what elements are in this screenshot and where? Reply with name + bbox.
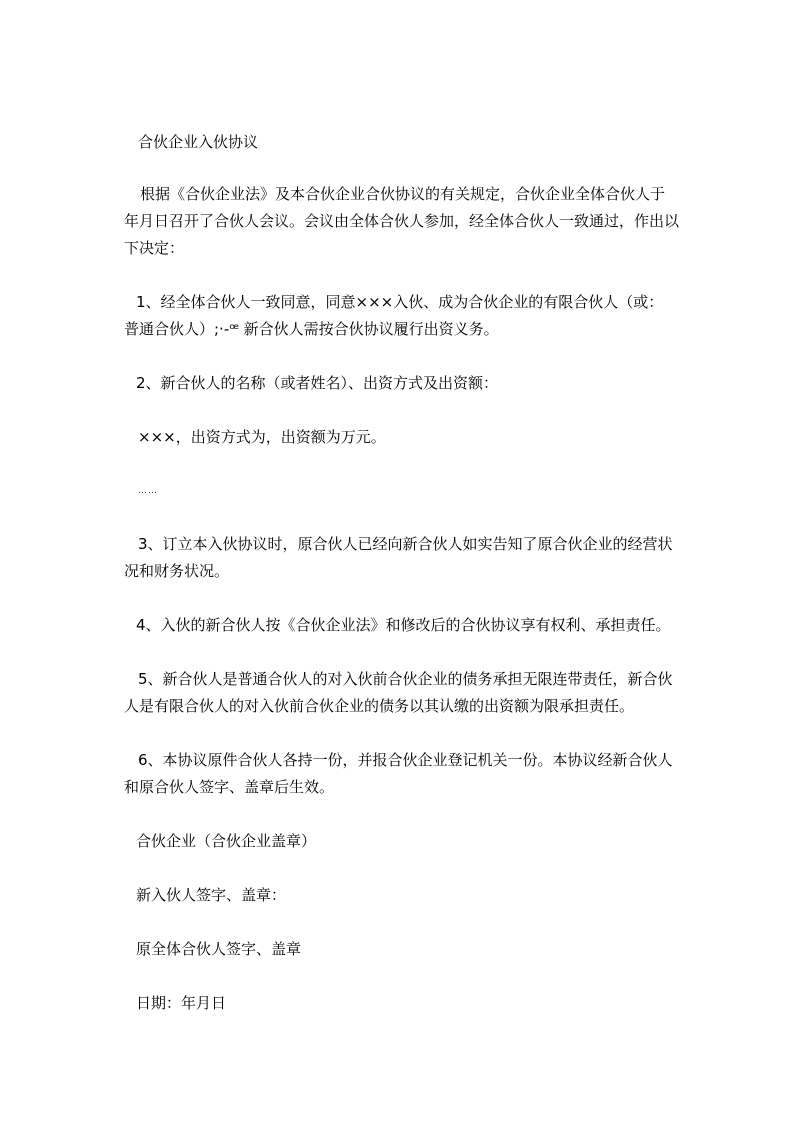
sign-new-partner: 新入伙人签字、盖章： xyxy=(136,886,287,904)
sign-enterprise: 合伙企业（合伙企业盖章） xyxy=(136,832,317,850)
document-title: 合伙企业入伙协议 xyxy=(138,133,259,151)
item-4: 4、入伙的新合伙人按《合伙企业法》和修改后的合伙协议享有权利、承担责任。 xyxy=(136,616,671,634)
intro-line-1: 根据《合伙企业法》及本合伙企业合伙协议的有关规定，合伙企业全体合伙人于 xyxy=(140,185,666,203)
sign-all-partners: 原全体合伙人签字、盖章 xyxy=(136,940,302,958)
item-6-line-2: 和原合伙人签字、盖章后生效。 xyxy=(124,778,335,796)
intro-line-3: 下决定： xyxy=(124,239,185,257)
item-3-line-1: 3、订立本入伙协议时，原合伙人已经向新合伙人如实告知了原合伙企业的经营状 xyxy=(138,535,673,553)
item-1-line-1: 1、经全体合伙人一致同意，同意×××入伙、成为合伙企业的有限合伙人（或： xyxy=(136,293,664,311)
item-2-detail: ×××，出资方式为，出资额为万元。 xyxy=(138,428,386,446)
item-5-line-1: 5、新合伙人是普通合伙人的对入伙前合伙企业的债务承担无限连带责任，新合伙 xyxy=(138,670,673,688)
item-1-line-2: 普通合伙人）;·-ꟹ 新合伙人需按合伙协议履行出资义务。 xyxy=(124,320,499,338)
item-3-line-2: 况和财务状况。 xyxy=(124,562,230,580)
item-5-line-2: 人是有限合伙人的对入伙前合伙企业的债务以其认缴的出资额为限承担责任。 xyxy=(124,697,635,715)
intro-line-2: 年月日召开了合伙人会议。会议由全体合伙人参加，经全体合伙人一致通过，作出以 xyxy=(124,212,680,230)
sign-date: 日期：年月日 xyxy=(136,994,227,1012)
ellipsis: …… xyxy=(138,486,158,496)
item-2: 2、新合伙人的名称（或者姓名）、出资方式及出资额： xyxy=(136,374,499,392)
item-6-line-1: 6、本协议原件合伙人各持一份，并报合伙企业登记机关一份。本协议经新合伙人 xyxy=(138,751,673,769)
